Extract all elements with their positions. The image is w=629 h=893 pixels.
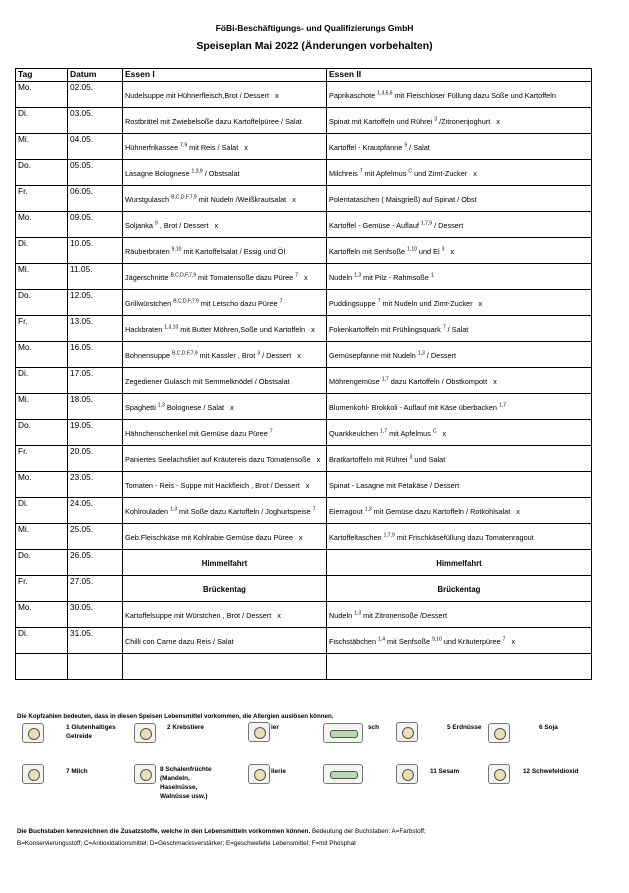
essen-2-cell <box>327 524 592 550</box>
allergen-code: 1,3 <box>364 506 372 513</box>
allergen-2: 2 Krebstiere <box>167 724 204 731</box>
allergen-code: 3 <box>434 116 438 123</box>
essen-1-cell <box>123 498 327 524</box>
meal-text: Kartoffelsuppe mit Würstchen , Brot / Dessert <box>125 610 272 620</box>
essen-2-cell <box>327 238 592 264</box>
col-header-essen-1: Essen I <box>123 69 327 82</box>
essen-1-cell <box>123 186 327 212</box>
meal-mark: x <box>316 454 321 464</box>
meal-mark: x <box>478 298 483 308</box>
meal-mark: x <box>493 376 497 386</box>
meal-text: Fischstäbchen <box>329 636 379 646</box>
date-cell: 16.05. <box>68 342 123 368</box>
day-cell: Mi. <box>16 524 68 550</box>
table-row <box>16 576 592 602</box>
table-row <box>16 498 592 524</box>
allergen-code: 7 <box>295 272 299 279</box>
meal-mark: x <box>214 220 219 230</box>
meal-text: mit Butter Möhren,Soße und Kartoffeln <box>178 324 306 334</box>
date-cell: 18.05. <box>68 394 123 420</box>
meal-mark: x <box>304 272 308 282</box>
allergen-code: 7 <box>502 636 506 643</box>
meal-text: Jägerschnitte <box>125 272 171 282</box>
date-cell: 02.05. <box>68 82 123 108</box>
meal-text: / Dessert <box>424 350 457 360</box>
table-row <box>16 212 592 238</box>
essen-1-cell <box>123 160 327 186</box>
col-header-tag: Tag <box>16 69 68 82</box>
allergen-code: B,C,D,F,7,9 <box>172 350 198 357</box>
meal-text: Wurstgulasch <box>125 194 172 204</box>
table-row <box>16 602 592 628</box>
allergen-7: 7 Milch <box>66 768 88 775</box>
grain-icon <box>22 723 44 743</box>
table-row <box>16 368 592 394</box>
sulphite-icon <box>488 764 510 784</box>
crab-icon <box>134 723 156 743</box>
table-row <box>16 524 592 550</box>
meal-text: mit Apfelmus <box>387 428 433 438</box>
date-cell: 24.05. <box>68 498 123 524</box>
allergen-code: 1,3,10 <box>164 324 179 331</box>
essen-2-cell <box>327 290 592 316</box>
essen-2-cell <box>327 550 592 576</box>
meal-text: Quarkkeulchen <box>329 428 381 438</box>
allergen-code: 1,7 <box>380 428 388 435</box>
empty-cell <box>123 654 327 680</box>
allergen-code: 7 <box>377 298 381 305</box>
date-cell: 03.05. <box>68 108 123 134</box>
table-row <box>16 394 592 420</box>
day-cell: Mo. <box>16 602 68 628</box>
celery-icon <box>248 764 270 784</box>
essen-2-cell <box>327 498 592 524</box>
essen-1-cell <box>123 550 327 576</box>
meal-text: und Zimt-Zucker <box>412 168 468 178</box>
date-cell: 05.05. <box>68 160 123 186</box>
allergen-code: 1 <box>430 272 434 279</box>
meal-text: mit Senfsoße <box>385 636 433 646</box>
additives-legend-intro: Die Buchstaben kennzeichnen die Zusatzstoffe, welche in den Lebensmitteln vorkommen können. <box>17 828 311 835</box>
essen-2-cell <box>327 576 592 602</box>
meal-text: Grillwürstchen <box>125 298 174 308</box>
day-cell: Di. <box>16 498 68 524</box>
essen-1-cell <box>123 342 327 368</box>
meal-text: Folienkartoffeln mit Frühlingsquark <box>329 324 443 334</box>
essen-1-cell <box>123 628 327 654</box>
meal-mark: x <box>305 480 310 490</box>
allergen-11: 11 Sesam <box>430 768 460 775</box>
meal-text: Möhrengemüse <box>329 376 382 386</box>
meal-text: Kartoffeln mit Senfsoße <box>329 246 408 256</box>
essen-2-cell <box>327 420 592 446</box>
meal-mark: x <box>496 116 500 126</box>
day-cell: Fr. <box>16 446 68 472</box>
meal-text: mit Soße dazu Kartoffeln / Joghurtspeise <box>177 506 313 516</box>
meal-mark: x <box>274 90 279 100</box>
meal-mark: x <box>516 506 520 516</box>
day-cell: Fr. <box>16 186 68 212</box>
meal-text: Kartoffel - Gemüse - Auflauf <box>329 220 421 230</box>
egg-icon <box>248 722 270 742</box>
essen-1-cell <box>123 238 327 264</box>
date-cell: 11.05. <box>68 264 123 290</box>
allergen-5: 5 Erdnüsse <box>447 724 482 731</box>
meal-text: Brückentag <box>437 584 481 594</box>
day-cell: Mo. <box>16 472 68 498</box>
meal-text: Räuberbraten <box>125 246 172 256</box>
meal-text: mit Nudeln und Zimt-Zucker <box>380 298 473 308</box>
allergen-code: 3 <box>409 454 413 461</box>
meal-text: Polentataschen ( Maisgrieß) auf Spinat / Obst <box>329 194 477 204</box>
table-row <box>16 550 592 576</box>
essen-2-cell <box>327 472 592 498</box>
meal-text: Milchreis <box>329 168 360 178</box>
allergen-code: 1,7 <box>498 402 506 409</box>
allergen-code: 7 <box>269 428 273 435</box>
day-cell: Mo. <box>16 82 68 108</box>
date-cell: 12.05. <box>68 290 123 316</box>
essen-2-cell <box>327 134 592 160</box>
table-row <box>16 472 592 498</box>
essen-1-cell <box>123 602 327 628</box>
essen-2-cell <box>327 316 592 342</box>
day-cell: Di. <box>16 108 68 134</box>
essen-1-cell <box>123 108 327 134</box>
allergen-code: 1,3,5,6 <box>377 90 393 97</box>
allergen-code: 7,9 <box>180 142 188 149</box>
meal-text: Kohlrouladen <box>125 506 171 516</box>
essen-2-cell <box>327 602 592 628</box>
table-row <box>16 446 592 472</box>
meal-text: / Salat <box>445 324 469 334</box>
empty-cell <box>327 654 592 680</box>
essen-1-cell <box>123 420 327 446</box>
essen-1-cell <box>123 472 327 498</box>
day-cell: Mo. <box>16 212 68 238</box>
meal-text: / Salat <box>407 142 430 152</box>
meal-text: mit Reis / Salat <box>187 142 239 152</box>
meal-text: Bratkartoffeln mit Rührei <box>329 454 410 464</box>
essen-1-cell <box>123 212 327 238</box>
meal-text: Spaghetti <box>125 402 158 412</box>
meal-text: Chilli con Carne dazu Reis / Salat <box>125 636 234 646</box>
meal-text: und Salat <box>412 454 446 464</box>
date-cell: 09.05. <box>68 212 123 238</box>
essen-2-cell <box>327 368 592 394</box>
meal-text: / Dessert <box>260 350 292 360</box>
meal-text: Himmelfahrt <box>201 558 248 568</box>
meal-text: Soljanka <box>125 220 156 230</box>
day-cell: Do. <box>16 290 68 316</box>
day-cell: Do. <box>16 160 68 186</box>
allergen-12: 12 Schwefeldioxid <box>523 768 579 775</box>
allergen-code: 1,3 <box>354 610 362 617</box>
meal-text: Bolognese / Salat <box>164 402 225 412</box>
day-cell: Di. <box>16 238 68 264</box>
date-cell: 10.05. <box>68 238 123 264</box>
allergen-code: 9,10 <box>171 246 182 253</box>
allergen-code: 3 <box>441 246 445 253</box>
additives-legend-line-1 <box>17 828 617 835</box>
allergen-code: B,C,D,F,7,9 <box>170 272 197 279</box>
meal-text: mit Zitronensoße /Dessert <box>361 610 448 620</box>
allergen-code: C <box>408 168 413 175</box>
day-cell: Do. <box>16 420 68 446</box>
allergen-code: 7 <box>279 298 283 305</box>
meal-text: Kartoffeltaschen <box>329 532 384 542</box>
meal-text: Geb.Fleischkäse mit Kohlrabie Gemüse dazu Püree <box>125 532 293 542</box>
date-cell: 13.05. <box>68 316 123 342</box>
menu-body <box>16 82 592 680</box>
table-row-empty <box>16 654 592 680</box>
meal-text: mit Tomatensoße dazu Püree <box>196 272 296 282</box>
date-cell: 27.05. <box>68 576 123 602</box>
meal-text: /Zitronenjoghurt <box>437 116 491 126</box>
essen-1-cell <box>123 576 327 602</box>
essen-1-cell <box>123 264 327 290</box>
essen-2-cell <box>327 394 592 420</box>
col-header-datum: Datum <box>68 69 123 82</box>
date-cell: 06.05. <box>68 186 123 212</box>
meal-mark: x <box>292 194 296 204</box>
day-cell: Do. <box>16 550 68 576</box>
essen-2-cell <box>327 186 592 212</box>
essen-1-cell <box>123 524 327 550</box>
allergen-3: ier <box>271 724 279 731</box>
date-cell: 26.05. <box>68 550 123 576</box>
day-cell: Fr. <box>16 576 68 602</box>
date-cell: 17.05. <box>68 368 123 394</box>
empty-cell <box>16 654 68 680</box>
meal-text: mit Fleischloser Füllung dazu Soße und Kartoffeln <box>392 90 556 100</box>
meal-text: dazu Kartoffeln / Obstkompott <box>388 376 488 386</box>
nuts-icon <box>134 764 156 784</box>
allergen-code: 7 <box>442 324 446 331</box>
soy-icon <box>488 723 510 743</box>
sesame-icon <box>396 764 418 784</box>
meal-text: Puddingsuppe <box>329 298 378 308</box>
meal-mark: x <box>473 168 477 178</box>
allergen-code: 7 <box>312 506 316 513</box>
meal-text: mit Frischkäsefüllung dazu Tomatenragout <box>394 532 534 542</box>
meal-text: Spinat mit Kartoffeln und Rührei <box>329 116 435 126</box>
date-cell: 25.05. <box>68 524 123 550</box>
essen-2-cell <box>327 160 592 186</box>
meal-mark: x <box>311 324 315 334</box>
additives-legend-a: Bedeutung der Buchstaben: A=Farbstoff; <box>310 828 426 835</box>
menu-table <box>15 68 592 680</box>
meal-text: mit Nudeln /Weißkrautsalat <box>196 194 287 204</box>
meal-text: mit Kassler , Brot <box>197 350 258 360</box>
page-title: Speiseplan Mai 2022 (Änderungen vorbehalten) <box>196 40 433 52</box>
milk-icon <box>22 764 44 784</box>
meal-mark: x <box>511 636 516 646</box>
day-cell: Mi. <box>16 394 68 420</box>
allergen-code: 1,10 <box>407 246 417 253</box>
allergen-code: 7 <box>359 168 363 175</box>
allergen-9: llerie <box>271 768 286 775</box>
meal-text: Bohnensuppe <box>125 350 173 360</box>
allergen-code: 3 <box>257 350 261 357</box>
mustard-icon <box>323 764 363 784</box>
table-row <box>16 238 592 264</box>
essen-1-cell <box>123 316 327 342</box>
essen-1-cell <box>123 394 327 420</box>
meal-mark: x <box>298 532 303 542</box>
meal-text: Himmelfahrt <box>436 558 482 568</box>
meal-text: Paniertes Seelachsfilet auf Kräutereis dazu Tomatensoße <box>125 454 311 464</box>
meal-text: Gemüsepfanne mit Nudeln <box>329 350 418 360</box>
day-cell: Mi. <box>16 264 68 290</box>
allergen-code: 1,3 <box>354 272 362 279</box>
meal-text: mit Gemüse dazu Kartoffeln / Rotkohlsalat <box>371 506 511 516</box>
essen-2-cell <box>327 264 592 290</box>
allergen-code: 1,3 <box>157 402 165 409</box>
meal-mark: x <box>442 428 447 438</box>
essen-2-cell <box>327 212 592 238</box>
day-cell: Fr. <box>16 316 68 342</box>
table-row <box>16 420 592 446</box>
allergen-code: 9,10 <box>432 636 442 643</box>
meal-text: mit Kartoffelsalat / Essig und Öl <box>181 246 286 256</box>
allergen-code: 1,4 <box>378 636 386 643</box>
allergen-code: B,C,D,F,7,9 <box>173 298 199 305</box>
meal-text: Brückentag <box>203 584 246 594</box>
essen-1-cell <box>123 446 327 472</box>
meal-mark: x <box>297 350 301 360</box>
empty-cell <box>68 654 123 680</box>
date-cell: 04.05. <box>68 134 123 160</box>
table-row <box>16 134 592 160</box>
meal-text: Nudeln <box>329 610 355 620</box>
table-row <box>16 186 592 212</box>
additives-legend-line-2: B=Konservierungsstoff; C=Antioxidationsmittel; D=Geschmacksverstärker; E=geschwefelte Lebensmittel; F=mit Phosphat <box>17 840 356 847</box>
meal-text: Spinat - Lasagne mit Fetakäse / Dessert <box>329 480 460 490</box>
allergen-code: B,C,D,F,7,9 <box>171 194 197 201</box>
allergen-code: 1,3,9 <box>191 168 203 175</box>
meal-text: mit Apfelmus <box>362 168 409 178</box>
allergen-legend-intro: Die Kopfzahlen bedeuten, dass in diesen Speisen Lebensmittel vorkommen, die Allergien auslösen können. <box>17 713 334 720</box>
essen-1-cell <box>123 368 327 394</box>
meal-text: Eierragout <box>329 506 365 516</box>
allergen-code: C <box>432 428 437 435</box>
meal-text: , Brot / Dessert <box>157 220 209 230</box>
meal-text: Tomaten - Reis - Suppe mit Hackfleich , Brot / Dessert <box>125 480 300 490</box>
meal-text: Blumenkohl- Brokkoli - Auflauf mit Käse überbacken <box>329 402 499 412</box>
meal-text: Nudeln <box>329 272 355 282</box>
table-row <box>16 82 592 108</box>
fish-icon <box>323 723 363 743</box>
date-cell: 23.05. <box>68 472 123 498</box>
allergen-code: 1,3 <box>170 506 177 513</box>
day-cell: Di. <box>16 368 68 394</box>
table-row <box>16 290 592 316</box>
company-name: FöBi-Beschäftigungs- und Qualifizierungs GmbH <box>215 23 414 33</box>
meal-mark: x <box>230 402 234 412</box>
table-row <box>16 108 592 134</box>
essen-1-cell <box>123 134 327 160</box>
meal-text: Hackbraten <box>125 324 165 334</box>
allergen-1: 1 Glutenhaltiges Getreide <box>66 724 116 740</box>
meal-text: / Obstsalat <box>202 168 240 178</box>
meal-text: Kartoffel - Krautpfanne <box>329 142 405 152</box>
allergen-code: 1,7,9 <box>383 532 395 539</box>
meal-text: und Ei <box>416 246 442 256</box>
meal-mark: x <box>244 142 248 152</box>
meal-text: / Dessert <box>432 220 464 230</box>
allergen-code: 1,7,9 <box>420 220 433 227</box>
allergen-code: 9 <box>404 142 408 149</box>
table-row <box>16 342 592 368</box>
table-row <box>16 316 592 342</box>
table-row <box>16 628 592 654</box>
allergen-8: 8 Schalenfrüchte (Mandeln, Haselnüsse, Walnüsse usw.) <box>160 766 212 800</box>
meal-text: Hähnchenschenkel mit Gemüse dazu Püree <box>125 428 270 438</box>
meal-text: und Kräuterpüree <box>441 636 503 646</box>
allergen-code: 9 <box>155 220 158 227</box>
meal-mark: x <box>277 610 281 620</box>
date-cell: 19.05. <box>68 420 123 446</box>
meal-text: Paprikaschote <box>329 90 378 100</box>
meal-mark: x <box>450 246 455 256</box>
meal-text: mit Pilz - Rahmsoße <box>361 272 431 282</box>
table-row <box>16 160 592 186</box>
essen-1-cell <box>123 290 327 316</box>
date-cell: 30.05. <box>68 602 123 628</box>
meal-text: Hühnerfrikassee <box>125 142 181 152</box>
date-cell: 31.05. <box>68 628 123 654</box>
essen-2-cell <box>327 446 592 472</box>
day-cell: Mo. <box>16 342 68 368</box>
essen-1-cell <box>123 82 327 108</box>
allergen-code: 1,7 <box>381 376 389 383</box>
meal-text: Rostbrätel mit Zwiebelsoße dazu Kartoffelpüree / Salat <box>125 116 302 126</box>
allergen-4: sch <box>368 724 380 731</box>
peanut-icon <box>396 722 418 742</box>
day-cell: Mi. <box>16 134 68 160</box>
meal-text: Zegediener Gulasch mit Semmelknödel / Obstsalat <box>125 376 290 386</box>
col-header-essen-2: Essen II <box>327 69 592 82</box>
essen-2-cell <box>327 628 592 654</box>
date-cell: 20.05. <box>68 446 123 472</box>
table-row <box>16 264 592 290</box>
allergen-6: 6 Soja <box>539 724 558 731</box>
allergen-code: 1,3 <box>417 350 425 357</box>
essen-2-cell <box>327 342 592 368</box>
essen-2-cell <box>327 82 592 108</box>
meal-text: Lasagne Bolognese <box>125 168 192 178</box>
meal-text: mit Letscho dazu Püree <box>198 298 280 308</box>
essen-2-cell <box>327 108 592 134</box>
meal-text: Nudelsuppe mit Hühnerfleisch,Brot / Dessert <box>125 90 269 100</box>
day-cell: Di. <box>16 628 68 654</box>
